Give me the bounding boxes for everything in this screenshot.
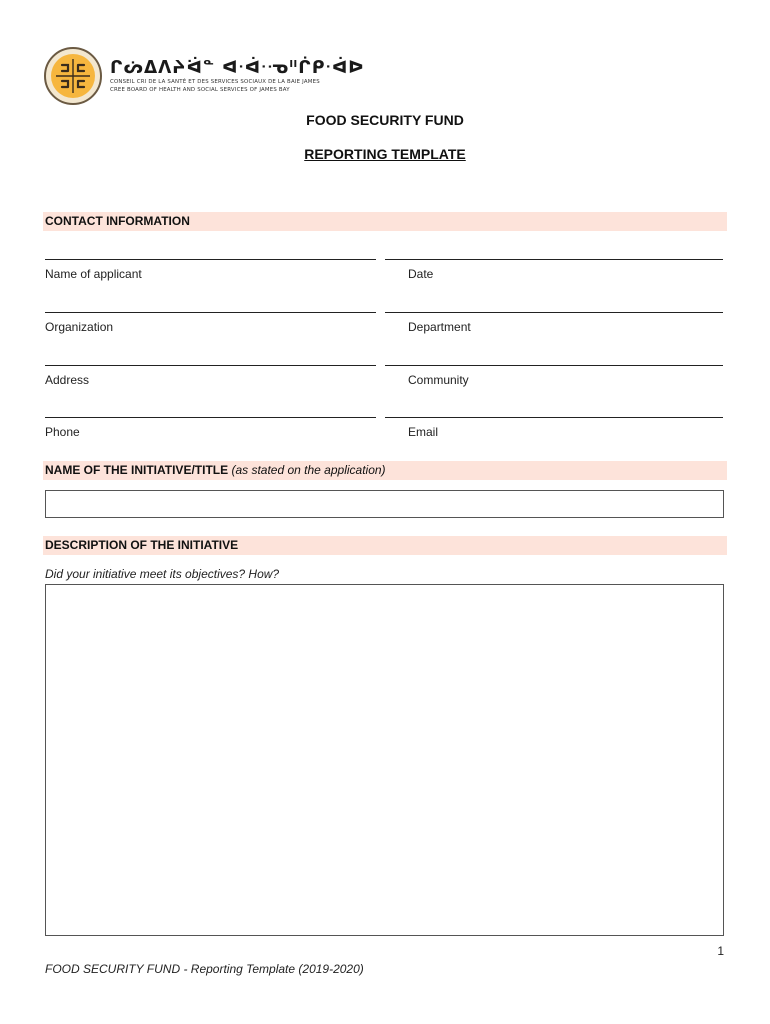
initiative-title-input[interactable] [45, 490, 724, 518]
phone-input[interactable] [45, 417, 376, 418]
initiative-section-note: (as stated on the application) [231, 463, 386, 477]
description-section-header [43, 536, 727, 555]
community-input[interactable] [385, 365, 723, 366]
contact-section-header [43, 212, 727, 231]
contact-section-title: CONTACT INFORMATION [45, 214, 190, 228]
logo-syllabics-text: ᒋᔖᐃᐱᔨᐛᓐ ᐊᐧᐋᐧᓉᐦᒌᑭᐧᐋᐅ [110, 58, 365, 78]
document-title: FOOD SECURITY FUND [306, 112, 464, 128]
department-input[interactable] [385, 312, 723, 313]
document-subtitle: REPORTING TEMPLATE [304, 146, 466, 162]
logo-french-name: CONSEIL CRI DE LA SANTÉ ET DES SERVICES SOCIAUX DE LA BAIE JAMES [110, 79, 320, 85]
description-textarea[interactable] [45, 584, 724, 936]
initiative-section-title: NAME OF THE INITIATIVE/TITLE [45, 463, 229, 477]
page-number: 1 [717, 944, 724, 958]
name-of-applicant-label: Name of applicant [45, 267, 142, 281]
footer-text: FOOD SECURITY FUND - Reporting Template (2019-2020) [45, 962, 364, 976]
description-section-title: DESCRIPTION OF THE INITIATIVE [45, 538, 239, 552]
address-label: Address [45, 373, 90, 387]
department-label: Department [408, 320, 471, 334]
objectives-prompt: Did your initiative meet its objectives? How? [45, 567, 280, 581]
organization-logo [44, 44, 365, 108]
email-input[interactable] [385, 417, 723, 418]
name-of-applicant-input[interactable] [45, 259, 376, 260]
community-label: Community [408, 373, 469, 387]
date-input[interactable] [385, 259, 723, 260]
phone-label: Phone [45, 425, 80, 439]
initiative-section-header [43, 461, 727, 480]
organization-label: Organization [45, 320, 114, 334]
address-input[interactable] [45, 365, 376, 366]
organization-input[interactable] [45, 312, 376, 313]
logo-seal-icon [44, 47, 102, 105]
logo-english-name: CREE BOARD OF HEALTH AND SOCIAL SERVICES OF JAMES BAY [110, 87, 290, 93]
date-label: Date [408, 267, 434, 281]
email-label: Email [408, 425, 439, 439]
